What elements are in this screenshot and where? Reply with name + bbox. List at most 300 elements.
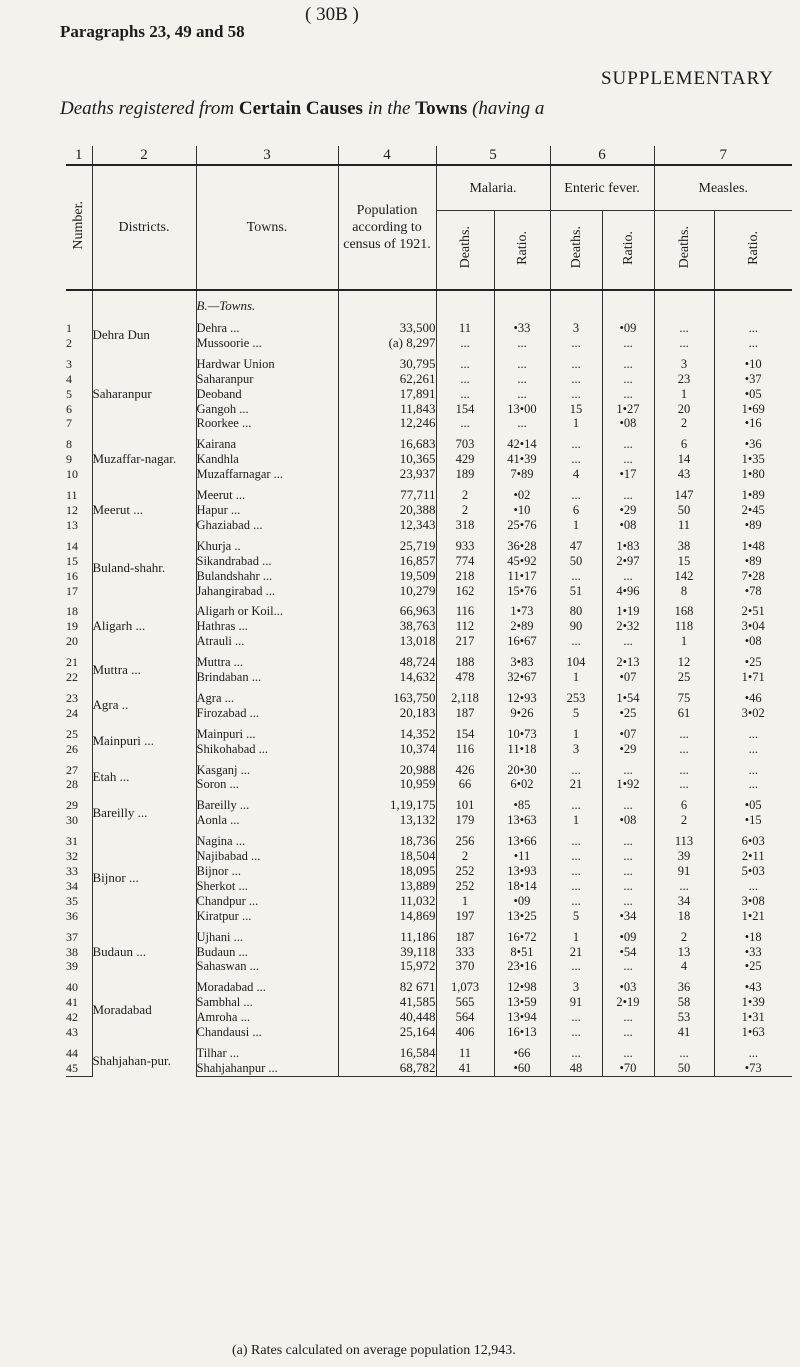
malaria-ratio: 32•67 xyxy=(494,670,550,685)
enteric-deaths: 1 xyxy=(550,930,602,945)
measles-deaths: 38 xyxy=(654,539,714,554)
population-value: 39,118 xyxy=(338,945,436,960)
malaria-ratio: •85 xyxy=(494,798,550,813)
enteric-deaths: ... xyxy=(550,634,602,649)
enteric-ratio: ... xyxy=(602,879,654,894)
malaria-deaths: 2 xyxy=(436,849,494,864)
paragraph-reference: Paragraphs 23, 49 and 58 xyxy=(60,22,245,41)
enteric-ratio: ... xyxy=(602,1010,654,1025)
enteric-deaths: 90 xyxy=(550,619,602,634)
district-name: Bareilly ... xyxy=(92,798,196,828)
town-name: Amroha ... xyxy=(196,1010,338,1025)
page-number: ( 30B ) xyxy=(305,4,359,25)
measles-ratio: 6•03 xyxy=(714,834,792,849)
population-value: 14,352 xyxy=(338,727,436,742)
enteric-ratio: 2•13 xyxy=(602,655,654,670)
population-value: 13,018 xyxy=(338,634,436,649)
measles-ratio: •89 xyxy=(714,554,792,569)
malaria-ratio: 2•89 xyxy=(494,619,550,634)
row-number: 20 xyxy=(66,634,78,649)
measles-ratio: 2•45 xyxy=(714,503,792,518)
enteric-deaths: ... xyxy=(550,488,602,503)
title-part-b: Certain Causes xyxy=(238,98,363,119)
enteric-ratio: 1•92 xyxy=(602,777,654,792)
malaria-deaths: 1 xyxy=(436,894,494,909)
enteric-ratio: •07 xyxy=(602,670,654,685)
enteric-deaths: ... xyxy=(550,849,602,864)
header-deaths: Deaths. xyxy=(436,211,494,291)
enteric-ratio: ... xyxy=(602,959,654,974)
town-name: Bijnor ... xyxy=(196,864,338,879)
header-malaria: Malaria. xyxy=(436,165,550,211)
row-number: 41 xyxy=(66,995,78,1010)
measles-ratio: •73 xyxy=(714,1061,792,1076)
town-name: Tilhar ... xyxy=(196,1046,338,1061)
measles-deaths: 168 xyxy=(654,604,714,619)
measles-deaths: 18 xyxy=(654,909,714,924)
malaria-deaths: 101 xyxy=(436,798,494,813)
table-row xyxy=(66,691,792,706)
population-value: 20,988 xyxy=(338,763,436,778)
measles-deaths: 39 xyxy=(654,849,714,864)
enteric-ratio: •25 xyxy=(602,706,654,721)
malaria-deaths: 429 xyxy=(436,452,494,467)
malaria-deaths: 41 xyxy=(436,1061,494,1076)
row-number: 10 xyxy=(66,467,78,482)
population-value: 13,132 xyxy=(338,813,436,828)
enteric-deaths: 1 xyxy=(550,813,602,828)
enteric-ratio: ... xyxy=(602,488,654,503)
measles-deaths: 58 xyxy=(654,995,714,1010)
district-name: Buland-shahr. xyxy=(92,539,196,599)
table-row xyxy=(66,834,792,849)
row-number: 2 xyxy=(66,335,72,350)
malaria-ratio: 11•17 xyxy=(494,569,550,584)
malaria-ratio: 13•66 xyxy=(494,834,550,849)
malaria-deaths: 188 xyxy=(436,655,494,670)
population-value: 11,186 xyxy=(338,930,436,945)
header-enteric: Enteric fever. xyxy=(550,165,654,211)
row-number: 37 xyxy=(66,929,78,944)
town-name: Najibabad ... xyxy=(196,849,338,864)
district-name: Etah ... xyxy=(92,763,196,793)
malaria-ratio: 15•76 xyxy=(494,584,550,599)
town-name: Chandausi ... xyxy=(196,1025,338,1040)
enteric-deaths: 1 xyxy=(550,518,602,533)
title-part-c: in the xyxy=(367,98,411,119)
enteric-deaths: ... xyxy=(550,452,602,467)
measles-ratio: •46 xyxy=(714,691,792,706)
malaria-deaths: 154 xyxy=(436,727,494,742)
enteric-ratio: ... xyxy=(602,849,654,864)
population-value: 41,585 xyxy=(338,995,436,1010)
population-value: 40,448 xyxy=(338,1010,436,1025)
enteric-ratio: •09 xyxy=(602,930,654,945)
measles-deaths: 6 xyxy=(654,798,714,813)
town-name: Hardwar Union xyxy=(196,357,338,372)
column-number: 6 xyxy=(550,146,654,165)
measles-ratio: ... xyxy=(714,321,792,336)
enteric-deaths: 21 xyxy=(550,945,602,960)
enteric-ratio: •08 xyxy=(602,416,654,431)
malaria-ratio: 1•73 xyxy=(494,604,550,619)
enteric-ratio: •34 xyxy=(602,909,654,924)
population-value: 10,279 xyxy=(338,584,436,599)
population-value: 15,972 xyxy=(338,959,436,974)
town-name: Deoband xyxy=(196,387,338,402)
row-number: 24 xyxy=(66,705,78,720)
measles-deaths: ... xyxy=(654,336,714,351)
row-number: 26 xyxy=(66,741,78,756)
town-name: Saharanpur xyxy=(196,372,338,387)
malaria-ratio: 12•93 xyxy=(494,691,550,706)
malaria-ratio: 20•30 xyxy=(494,763,550,778)
row-number: 23 xyxy=(66,690,78,705)
malaria-deaths: 426 xyxy=(436,763,494,778)
district-name: Muzaffar-nagar. xyxy=(92,437,196,482)
enteric-ratio: •54 xyxy=(602,945,654,960)
measles-ratio: 2•51 xyxy=(714,604,792,619)
malaria-deaths: 318 xyxy=(436,518,494,533)
enteric-ratio: •29 xyxy=(602,503,654,518)
population-value: 16,683 xyxy=(338,437,436,452)
town-name: Sherkot ... xyxy=(196,879,338,894)
measles-ratio: 1•35 xyxy=(714,452,792,467)
enteric-ratio: ... xyxy=(602,569,654,584)
measles-ratio: •10 xyxy=(714,357,792,372)
malaria-deaths: 197 xyxy=(436,909,494,924)
population-value: 23,937 xyxy=(338,467,436,482)
header-ratio: Ratio. xyxy=(602,211,654,291)
town-name: Aonla ... xyxy=(196,813,338,828)
measles-deaths: ... xyxy=(654,777,714,792)
row-number: 13 xyxy=(66,517,78,532)
population-value: 48,724 xyxy=(338,655,436,670)
enteric-deaths: 1 xyxy=(550,416,602,431)
measles-ratio: ... xyxy=(714,777,792,792)
town-name: Gangoh ... xyxy=(196,402,338,417)
table-row xyxy=(66,980,792,995)
malaria-ratio: 13•93 xyxy=(494,864,550,879)
measles-ratio: 1•69 xyxy=(714,402,792,417)
enteric-deaths: 3 xyxy=(550,980,602,995)
row-number: 22 xyxy=(66,670,78,685)
town-name: Brindaban ... xyxy=(196,670,338,685)
row-number: 17 xyxy=(66,583,78,598)
town-name: Shikohabad ... xyxy=(196,742,338,757)
row-number: 27 xyxy=(66,762,78,777)
enteric-ratio: •29 xyxy=(602,742,654,757)
town-name: Kairana xyxy=(196,437,338,452)
enteric-deaths: 48 xyxy=(550,1061,602,1076)
enteric-deaths: 104 xyxy=(550,655,602,670)
enteric-deaths: ... xyxy=(550,959,602,974)
town-name: Bulandshahr ... xyxy=(196,569,338,584)
enteric-deaths: 1 xyxy=(550,727,602,742)
population-value: 25,164 xyxy=(338,1025,436,1040)
town-name: Hapur ... xyxy=(196,503,338,518)
enteric-deaths: 5 xyxy=(550,909,602,924)
measles-ratio: ... xyxy=(714,727,792,742)
malaria-deaths: 2 xyxy=(436,503,494,518)
malaria-deaths: ... xyxy=(436,387,494,402)
district-name: Shahjahan-pur. xyxy=(92,1046,196,1076)
population-value: 1,19,175 xyxy=(338,798,436,813)
row-number: 6 xyxy=(66,401,72,416)
malaria-ratio: 16•13 xyxy=(494,1025,550,1040)
enteric-ratio: 1•54 xyxy=(602,691,654,706)
row-number: 42 xyxy=(66,1010,78,1025)
enteric-ratio: 2•19 xyxy=(602,995,654,1010)
measles-ratio: 2•11 xyxy=(714,849,792,864)
enteric-deaths: 51 xyxy=(550,584,602,599)
population-value: 12,246 xyxy=(338,416,436,431)
malaria-deaths: 189 xyxy=(436,467,494,482)
population-value: 10,374 xyxy=(338,742,436,757)
measles-ratio: 1•31 xyxy=(714,1010,792,1025)
enteric-ratio: ... xyxy=(602,1025,654,1040)
population-value: 13,889 xyxy=(338,879,436,894)
row-number: 12 xyxy=(66,502,78,517)
town-name: Bareilly ... xyxy=(196,798,338,813)
town-name: Ujhani ... xyxy=(196,930,338,945)
row-number: 16 xyxy=(66,568,78,583)
town-name: Khurja .. xyxy=(196,539,338,554)
enteric-ratio: 1•27 xyxy=(602,402,654,417)
malaria-ratio: 18•14 xyxy=(494,879,550,894)
measles-ratio: •05 xyxy=(714,798,792,813)
enteric-deaths: ... xyxy=(550,1046,602,1061)
column-number: 7 xyxy=(654,146,792,165)
measles-deaths: 36 xyxy=(654,980,714,995)
malaria-deaths: ... xyxy=(436,416,494,431)
header-ratio: Ratio. xyxy=(494,211,550,291)
measles-ratio: ... xyxy=(714,763,792,778)
header-population: Population according to census of 1921. xyxy=(338,165,436,290)
measles-ratio: •33 xyxy=(714,945,792,960)
measles-ratio: ... xyxy=(714,1046,792,1061)
town-name: Kasganj ... xyxy=(196,763,338,778)
row-number: 25 xyxy=(66,726,78,741)
malaria-deaths: ... xyxy=(436,336,494,351)
measles-ratio: ... xyxy=(714,879,792,894)
row-number: 9 xyxy=(66,452,72,467)
malaria-ratio: •11 xyxy=(494,849,550,864)
row-number: 3 xyxy=(66,356,72,371)
section-row xyxy=(66,290,792,321)
district-name: Mainpuri ... xyxy=(92,727,196,757)
row-number: 35 xyxy=(66,893,78,908)
population-value: 18,095 xyxy=(338,864,436,879)
measles-deaths: 41 xyxy=(654,1025,714,1040)
population-value: 17,891 xyxy=(338,387,436,402)
malaria-deaths: 565 xyxy=(436,995,494,1010)
malaria-ratio: 41•39 xyxy=(494,452,550,467)
enteric-ratio: •70 xyxy=(602,1061,654,1076)
enteric-ratio: ... xyxy=(602,798,654,813)
population-value: 10,365 xyxy=(338,452,436,467)
measles-deaths: 34 xyxy=(654,894,714,909)
enteric-ratio: 2•32 xyxy=(602,619,654,634)
town-name: Chandpur ... xyxy=(196,894,338,909)
malaria-ratio: •33 xyxy=(494,321,550,336)
town-name: Muttra ... xyxy=(196,655,338,670)
measles-deaths: 142 xyxy=(654,569,714,584)
town-name: Kiratpur ... xyxy=(196,909,338,924)
measles-deaths: 61 xyxy=(654,706,714,721)
town-name: Atrauli ... xyxy=(196,634,338,649)
malaria-ratio: 42•14 xyxy=(494,437,550,452)
row-number: 44 xyxy=(66,1045,78,1060)
malaria-deaths: 333 xyxy=(436,945,494,960)
population-value: 20,183 xyxy=(338,706,436,721)
district-name: Saharanpur xyxy=(92,357,196,432)
district-name: Dehra Dun xyxy=(92,321,196,351)
row-number: 19 xyxy=(66,619,78,634)
malaria-ratio: 12•98 xyxy=(494,980,550,995)
title-part-e: (having a xyxy=(472,98,545,119)
town-name: Hathras ... xyxy=(196,619,338,634)
measles-ratio: 1•80 xyxy=(714,467,792,482)
measles-ratio: •18 xyxy=(714,930,792,945)
enteric-deaths: ... xyxy=(550,569,602,584)
enteric-deaths: 47 xyxy=(550,539,602,554)
measles-deaths: 11 xyxy=(654,518,714,533)
row-number: 15 xyxy=(66,553,78,568)
population-value: 11,843 xyxy=(338,402,436,417)
row-number: 45 xyxy=(66,1061,92,1076)
enteric-deaths: ... xyxy=(550,798,602,813)
malaria-ratio: 11•18 xyxy=(494,742,550,757)
enteric-ratio: 1•19 xyxy=(602,604,654,619)
enteric-ratio: ... xyxy=(602,763,654,778)
measles-deaths: 43 xyxy=(654,467,714,482)
population-value: 38,763 xyxy=(338,619,436,634)
row-number: 34 xyxy=(66,878,78,893)
malaria-ratio: ... xyxy=(494,357,550,372)
header-deaths: Deaths. xyxy=(550,211,602,291)
measles-deaths: 4 xyxy=(654,959,714,974)
header-row-1 xyxy=(66,165,792,211)
measles-deaths: 25 xyxy=(654,670,714,685)
enteric-deaths: 6 xyxy=(550,503,602,518)
row-number: 32 xyxy=(66,849,78,864)
row-number: 7 xyxy=(66,416,72,431)
malaria-ratio: 13•25 xyxy=(494,909,550,924)
measles-deaths: 2 xyxy=(654,416,714,431)
measles-ratio: 7•28 xyxy=(714,569,792,584)
enteric-ratio: •07 xyxy=(602,727,654,742)
malaria-deaths: 179 xyxy=(436,813,494,828)
enteric-deaths: 5 xyxy=(550,706,602,721)
malaria-ratio: •60 xyxy=(494,1061,550,1076)
district-name: Aligarh ... xyxy=(92,604,196,649)
population-value: 20,388 xyxy=(338,503,436,518)
measles-deaths: 12 xyxy=(654,655,714,670)
header-deaths: Deaths. xyxy=(654,211,714,291)
enteric-deaths: ... xyxy=(550,1010,602,1025)
title-line-1 xyxy=(60,98,544,120)
measles-deaths: 13 xyxy=(654,945,714,960)
measles-ratio: 3•02 xyxy=(714,706,792,721)
row-number: 8 xyxy=(66,437,72,452)
malaria-ratio: •66 xyxy=(494,1046,550,1061)
row-number: 40 xyxy=(66,980,78,995)
enteric-deaths: ... xyxy=(550,894,602,909)
district-name: Agra .. xyxy=(92,691,196,721)
malaria-deaths: 66 xyxy=(436,777,494,792)
measles-deaths: 1 xyxy=(654,387,714,402)
measles-ratio: •37 xyxy=(714,372,792,387)
header-ratio: Ratio. xyxy=(714,211,792,291)
malaria-deaths: 406 xyxy=(436,1025,494,1040)
population-value: 19,509 xyxy=(338,569,436,584)
header-number: Number. xyxy=(66,165,92,290)
table-row xyxy=(66,488,792,503)
malaria-deaths: 2,118 xyxy=(436,691,494,706)
measles-ratio: 1•63 xyxy=(714,1025,792,1040)
measles-ratio: 3•08 xyxy=(714,894,792,909)
enteric-deaths: ... xyxy=(550,864,602,879)
measles-ratio: •05 xyxy=(714,387,792,402)
enteric-deaths: 50 xyxy=(550,554,602,569)
row-number: 1 xyxy=(66,321,72,335)
population-value: 68,782 xyxy=(338,1061,436,1076)
measles-deaths: ... xyxy=(654,763,714,778)
enteric-ratio: •17 xyxy=(602,467,654,482)
enteric-deaths: 3 xyxy=(550,742,602,757)
enteric-deaths: ... xyxy=(550,372,602,387)
row-number: 28 xyxy=(66,777,78,792)
town-name: Sahaswan ... xyxy=(196,959,338,974)
measles-deaths: 3 xyxy=(654,357,714,372)
district-name: Meerut ... xyxy=(92,488,196,533)
malaria-ratio: ... xyxy=(494,336,550,351)
measles-deaths: 8 xyxy=(654,584,714,599)
enteric-ratio: ... xyxy=(602,437,654,452)
malaria-deaths: 2 xyxy=(436,488,494,503)
column-number: 1 xyxy=(66,146,92,165)
enteric-deaths: 1 xyxy=(550,670,602,685)
malaria-ratio: 8•51 xyxy=(494,945,550,960)
malaria-ratio: •02 xyxy=(494,488,550,503)
district-name: Moradabad xyxy=(92,980,196,1040)
measles-ratio: 3•04 xyxy=(714,619,792,634)
row-number: 4 xyxy=(66,371,72,386)
malaria-deaths: 154 xyxy=(436,402,494,417)
population-value: 62,261 xyxy=(338,372,436,387)
district-name: Bijnor ... xyxy=(92,834,196,923)
population-value: 11,032 xyxy=(338,894,436,909)
malaria-ratio: 23•16 xyxy=(494,959,550,974)
town-name: Firozabad ... xyxy=(196,706,338,721)
malaria-deaths: 116 xyxy=(436,604,494,619)
measles-ratio: •25 xyxy=(714,655,792,670)
enteric-ratio: •08 xyxy=(602,518,654,533)
town-name: Soron ... xyxy=(196,777,338,792)
population-value: 66,963 xyxy=(338,604,436,619)
population-value: 16,584 xyxy=(338,1046,436,1061)
town-name: Kandhla xyxy=(196,452,338,467)
header-districts: Districts. xyxy=(92,165,196,290)
footnote: (a) Rates calculated on average population 12,943. xyxy=(232,1343,516,1358)
enteric-ratio: ... xyxy=(602,387,654,402)
enteric-deaths: ... xyxy=(550,357,602,372)
malaria-deaths: ... xyxy=(436,357,494,372)
malaria-ratio: 13•00 xyxy=(494,402,550,417)
enteric-deaths: 21 xyxy=(550,777,602,792)
row-number: 39 xyxy=(66,959,78,974)
